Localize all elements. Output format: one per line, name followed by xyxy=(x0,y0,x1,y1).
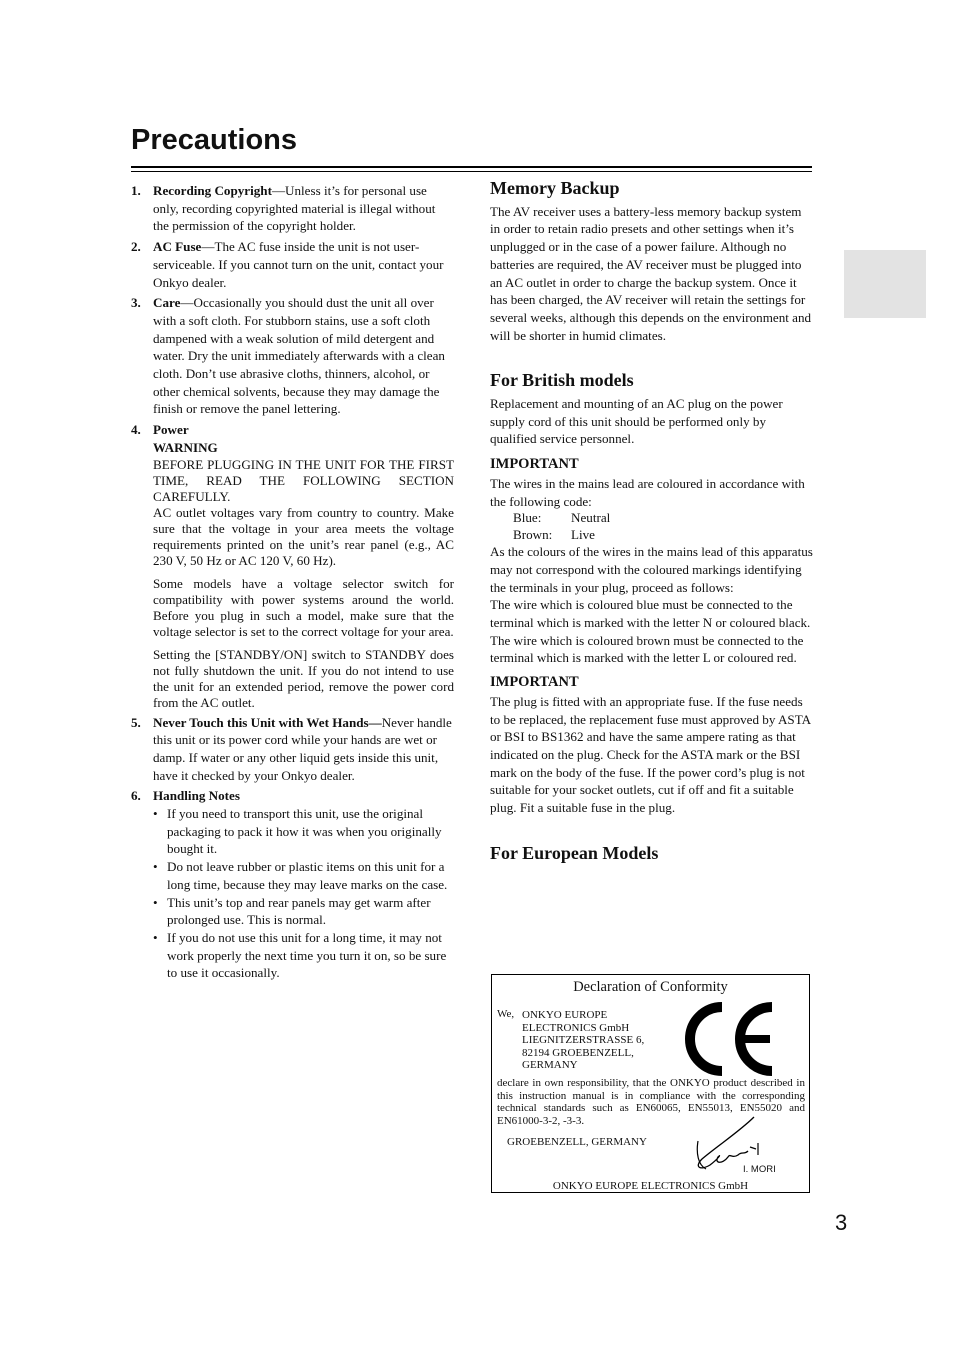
item-text: —Unless it’s for personal use only, recording copyrighted material is illegal without the permission of the copyright holder. xyxy=(153,183,436,234)
declaration-of-conformity xyxy=(491,974,810,1193)
blue-wire-text: The wire which is coloured blue must be connected to the terminal which is marked with the letter N or coloured black. xyxy=(490,597,811,631)
list-item: 2. AC Fuse—The AC fuse inside the unit is not user-serviceable. If you cannot turn on the unit, contact your Onkyo dealer. xyxy=(131,239,444,290)
british-intro: Replacement and mounting of an AC plug on the power supply cord of this unit should be performed only by qualified service personnel. xyxy=(490,396,783,447)
brown-wire-text: The wire which is coloured brown must be connected to the terminal which is marked with the letter L or coloured red. xyxy=(490,632,804,666)
list-item: 3. Care—Occasionally you should dust the unit all over with a soft cloth. For stubborn stains, use a soft cloth dampened with a weak solution of mild detergent and water. Dry the unit immediately afterwards with a clean cloth. Don’t use abrasive cloths, thinners, alcohol, or other chemical solvents, because they may damage the finish or remove the panel lettering. xyxy=(131,295,445,417)
power-paragraph: Setting the [STANDBY/ON] switch to STANDBY does not fully shutdown the unit. If you do not intend to use the unit for an extended period, remove the power cord from the AC outlet. xyxy=(153,646,454,710)
list-item: 5. Never Touch this Unit with Wet Hands—Never handle this unit or its power cord while your hands are wet or damp. If water or any other liquid gets inside this unit, have it checked by your Onkyo dealer. xyxy=(131,714,452,783)
power-paragraph: AC outlet voltages vary from country to country. Make sure that the voltage in your area meets the voltage requirements printed on the unit’s rear panel (e.g., AC 230 V, 50 Hz or AC 120 V, 60 Hz). xyxy=(153,504,454,568)
signer-name: I. MORI xyxy=(743,1164,776,1175)
bullet-item: • Do not leave rubber or plastic items on this unit for a long time, because they may leave marks on the case. xyxy=(153,859,448,892)
power-title: Power xyxy=(153,422,189,438)
important-heading: IMPORTANT xyxy=(490,674,579,691)
bullet-item: • This unit’s top and rear panels may get warm after prolonged use. This is normal. xyxy=(153,894,431,928)
item-text: —The AC fuse inside the unit is not user-serviceable. If you cannot turn on the unit, contact your Onkyo dealer. xyxy=(153,239,444,290)
title-rule-thin xyxy=(131,171,812,172)
european-heading: For European Models xyxy=(490,842,659,863)
item-text: Never handle this unit or its power cord while your hands are wet or damp. If water or any other liquid gets inside this unit, have it checked by your Onkyo dealer. xyxy=(153,714,452,783)
item-text: —Occasionally you should dust the unit all over with a soft cloth. For stubborn stains, use a soft cloth dampened with a weak solution of mild detergent and water. Dry the unit immediately afterwards with a clean cloth. Don’t use abrasive cloths, thinners, alcohol, or other chemical solvents, because they may damage the finish or remove the panel lettering. xyxy=(153,295,445,417)
item-title: Never Touch this Unit with Wet Hands— xyxy=(153,714,382,730)
item-title: AC Fuse xyxy=(153,239,202,255)
handling-bullets xyxy=(153,805,454,982)
page-title: Precautions xyxy=(131,124,297,156)
important-heading: IMPORTANT xyxy=(490,456,579,473)
declaration-place: GROEBENZELL, GERMANY xyxy=(507,1136,647,1148)
bullet-item: • If you do not use this unit for a long time, it may not work properly the next time you turn it on, so be sure to use it occasionally. xyxy=(153,929,447,981)
declaration-footer: ONKYO EUROPE ELECTRONICS GmbH xyxy=(552,1180,749,1192)
declaration-text: declare in own responsibility, that the ONKYO product described in this instruction manual is in compliance with the corresponding technical standards such as EN60065, EN55013, EN55020 and EN61000-3-2, -3-3. xyxy=(497,1077,805,1127)
colours-text: As the colours of the wires in the mains lead of this apparatus may not correspond with the coloured markings identifying the terminals in your plug, proceed as follows: xyxy=(490,544,813,595)
power-paragraph: Some models have a voltage selector switch for compatibility with power systems around the world. Before you plug in such a model, make sure that the voltage selector is set to the correct voltage for your area. xyxy=(153,575,454,639)
we-label: We, xyxy=(497,1008,515,1020)
memory-heading: Memory Backup xyxy=(490,178,620,198)
fuse-text: The plug is fitted with an appropriate fuse. If the fuse needs to be replaced, the replacement fuse must approved by ASTA or BSI to BS1362 and have the same ampere rating as that indicated on the plug. Check for the ASTA mark or the BSI mark on the body of the fuse. If the power cord’s plug is not suitable for your socket outlets, cut if off and fit a suitable plug. Fit a suitable fuse in the plug. xyxy=(490,693,811,816)
bullet-item: • If you need to transport this unit, use the original packaging to pack it how it was when you originally bought it. xyxy=(153,806,442,857)
chapter-tab xyxy=(844,250,926,318)
british-heading: For British models xyxy=(490,370,634,391)
list-item: 1. Recording Copyright—Unless it’s for personal use only, recording copyrighted material is illegal without the permission of the copyright holder. xyxy=(131,183,436,234)
page-number: 3 xyxy=(835,1210,848,1235)
declaration-title: Declaration of Conformity xyxy=(573,979,728,995)
item-title: Care xyxy=(153,295,181,311)
power-item: 4. Power WARNING BEFORE PLUGGING IN THE UNIT FOR THE FIRST TIME, READ THE FOLLOWING SECTION CAREFULLY. AC outlet voltages vary from country to country. Make sure that the voltage in your area meets the voltage requirements printed on the unit’s rear panel (e.g., AC 230 V, 50 Hz or AC 120 V, 60 Hz). Some models have a voltage selector switch for compatibility with power systems around the world. Before you plug in such a model, make sure that the voltage selector is set to the correct voltage for your area. Setting the [STANDBY/ON] switch to STANDBY does not fully shutdown the unit. If you do not intend to use the unit for an extended period, remove the power cord from the AC outlet. xyxy=(131,422,454,710)
warning-caps: BEFORE PLUGGING IN THE UNIT FOR THE FIRST TIME, READ THE FOLLOWING SECTION CAREFULLY. xyxy=(153,456,454,504)
memory-text: The AV receiver uses a battery-less memory backup system in order to retain radio presets and other settings when it’s unplugged or in the case of a power failure. Although no batteries are required, the AV receiver must be plugged into an AC outlet in order to charge the backup system. Once it has been charged, the AV receiver will retain the settings for several weeks, although this depends on the environment and will be shorter in humid climates. xyxy=(490,203,812,343)
precautions-list xyxy=(131,182,454,985)
company-address: ONKYO EUROPE ELECTRONICS GmbH LIEGNITZERSTRASSE 6, 82194 GROEBENZELL, GERMANY xyxy=(522,1009,645,1071)
warning-label: WARNING xyxy=(153,439,218,455)
item-title: Recording Copyright xyxy=(153,183,272,198)
handling-item: 6. Handling Notes • If you need to transport this unit, use the original packaging to pack it how it was when you originally bought it. • Do not leave rubber or plastic items on this unit for a long time, because they may leave marks on the case. • This unit’s top and rear panels may get warm after prolonged use. This is normal. • If you do not use this unit for a long time, it may not work properly the next time you turn it on, so be sure to use it occasionally. xyxy=(131,787,454,982)
item-title: Handling Notes xyxy=(153,788,240,804)
ce-mark-icon xyxy=(684,1001,776,1077)
wire-codes: Blue: Neutral Brown: Live xyxy=(513,510,611,542)
right-column xyxy=(490,180,814,868)
title-rule xyxy=(131,166,812,168)
wires-text: The wires in the mains lead are coloured in accordance with the following code: xyxy=(490,475,805,509)
